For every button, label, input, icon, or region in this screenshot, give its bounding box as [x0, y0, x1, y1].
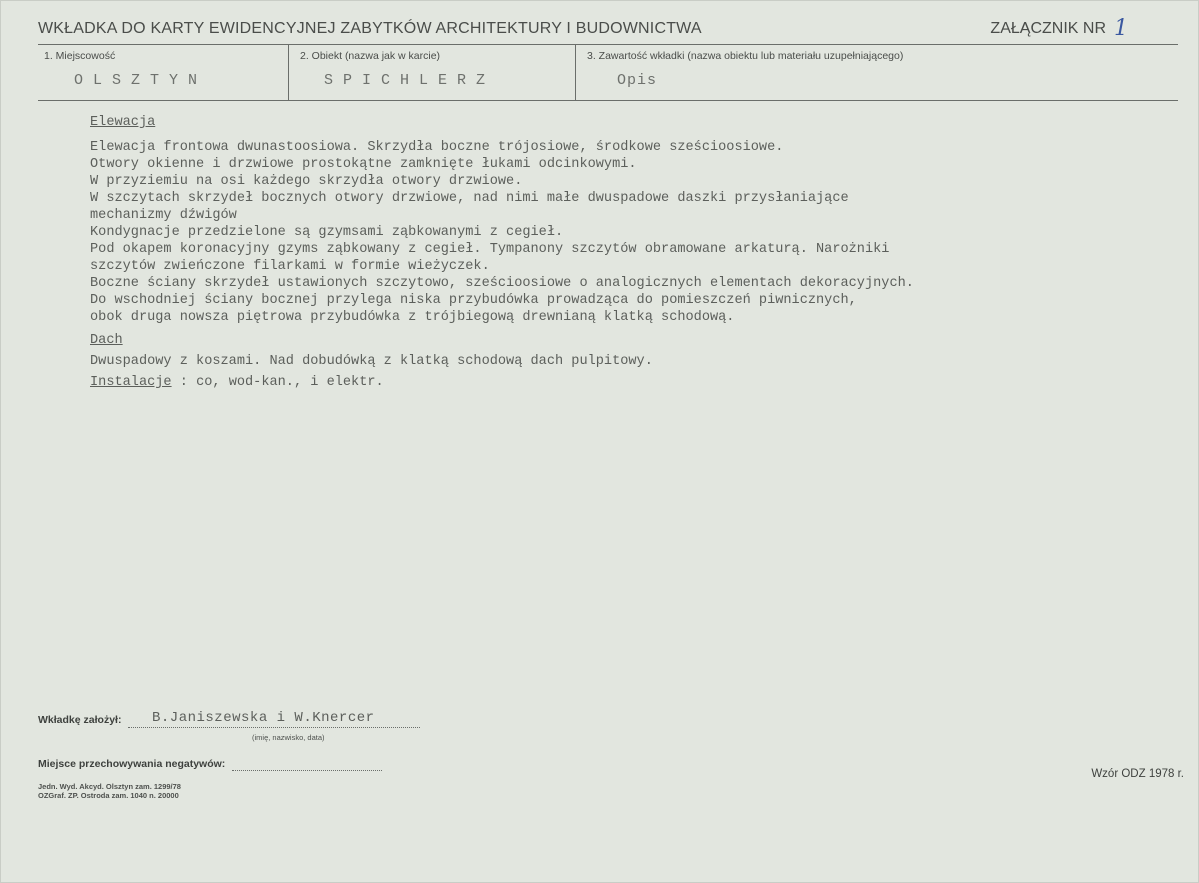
field-locality-value: OLSZTYN	[74, 72, 208, 89]
description-line: Otwory okienne i drzwiowe prostokątne zamknięte łukami odcinkowymi.	[90, 157, 637, 172]
description-line: szczytów zwieńczone filarkami w formie wieżyczek.	[90, 259, 490, 274]
description-line: Elewacja frontowa dwunastoosiowa. Skrzydła boczne trójosiowe, środkowe sześcioosiowe.	[90, 140, 784, 155]
field-object-value: SPICHLERZ	[324, 72, 496, 89]
field-locality-label: 1. Miejscowość	[44, 50, 116, 62]
field-object	[288, 44, 576, 100]
installations-description: : co, wod-kan., i elektr.	[179, 375, 384, 390]
section-heading-elewacja: Elewacja	[90, 115, 156, 130]
annex-label: ZAŁĄCZNIK NR	[990, 20, 1106, 37]
negatives-label: Miejsce przechowywania negatywów:	[38, 758, 226, 770]
print-info-1: Jedn. Wyd. Akcyd. Olsztyn zam. 1299/78	[38, 782, 181, 791]
print-info-2: OZGraf. ZP. Ostroda zam. 1040 n. 20000	[38, 791, 179, 800]
card-header	[38, 16, 1178, 45]
field-content-value: Opis	[617, 72, 658, 89]
author-label: Wkładkę założył:	[38, 714, 122, 726]
description-line: Kondygnacje przedzielone są gzymsami ząbkowanymi z cegieł.	[90, 225, 564, 240]
description-line: Pod okapem koronacyjny gzyms ząbkowany z cegieł. Tympanony szczytów obramowane arkaturą. Narożniki	[90, 242, 890, 257]
negatives-line	[232, 770, 382, 771]
roof-description: Dwuspadowy z koszami. Nad dobudówką z klatką schodową dach pulpitowy.	[90, 354, 653, 369]
form-title: WKŁADKA DO KARTY EWIDENCYJNEJ ZABYTKÓW ARCHITEKTURY I BUDOWNICTWA	[38, 20, 702, 37]
field-content-label: 3. Zawartość wkładki (nazwa obiektu lub materiału uzupełniającego)	[587, 50, 904, 62]
typed-description	[90, 114, 1170, 391]
description-line: obok druga nowsza piętrowa przybudówka z trójbiegową drewnianą klatką schodową.	[90, 310, 735, 325]
section-heading-dach: Dach	[90, 333, 123, 348]
field-object-label: 2. Obiekt (nazwa jak w karcie)	[300, 50, 441, 62]
field-content	[575, 44, 1178, 100]
author-line	[128, 727, 420, 728]
description-line: Do wschodniej ściany bocznej przylega niska przybudówka prowadząca do pomieszczeń piwnicznych,	[90, 293, 857, 308]
template-mark: Wzór ODZ 1978 r.	[1091, 768, 1184, 780]
field-locality	[38, 44, 289, 100]
annex-number: 1	[1114, 16, 1128, 41]
description-line: W szczytach skrzydeł bocznych otwory drzwiowe, nad nimi małe dwuspadowe daszki przysłaniające	[90, 191, 849, 206]
section-heading-instalacje: Instalacje	[90, 375, 172, 390]
description-line: Boczne ściany skrzydeł ustawionych szczytowo, sześcioosiowe o analogicznych elementach dekoracyjnych.	[90, 276, 914, 291]
author-hint: (imię, nazwisko, data)	[252, 733, 325, 742]
description-line: mechanizmy dźwigów	[90, 208, 237, 223]
header-fields	[38, 44, 1178, 101]
description-line: W przyziemiu na osi każdego skrzydła otwory drzwiowe.	[90, 174, 523, 189]
author-value: B.Janiszewska i W.Knercer	[152, 710, 375, 726]
